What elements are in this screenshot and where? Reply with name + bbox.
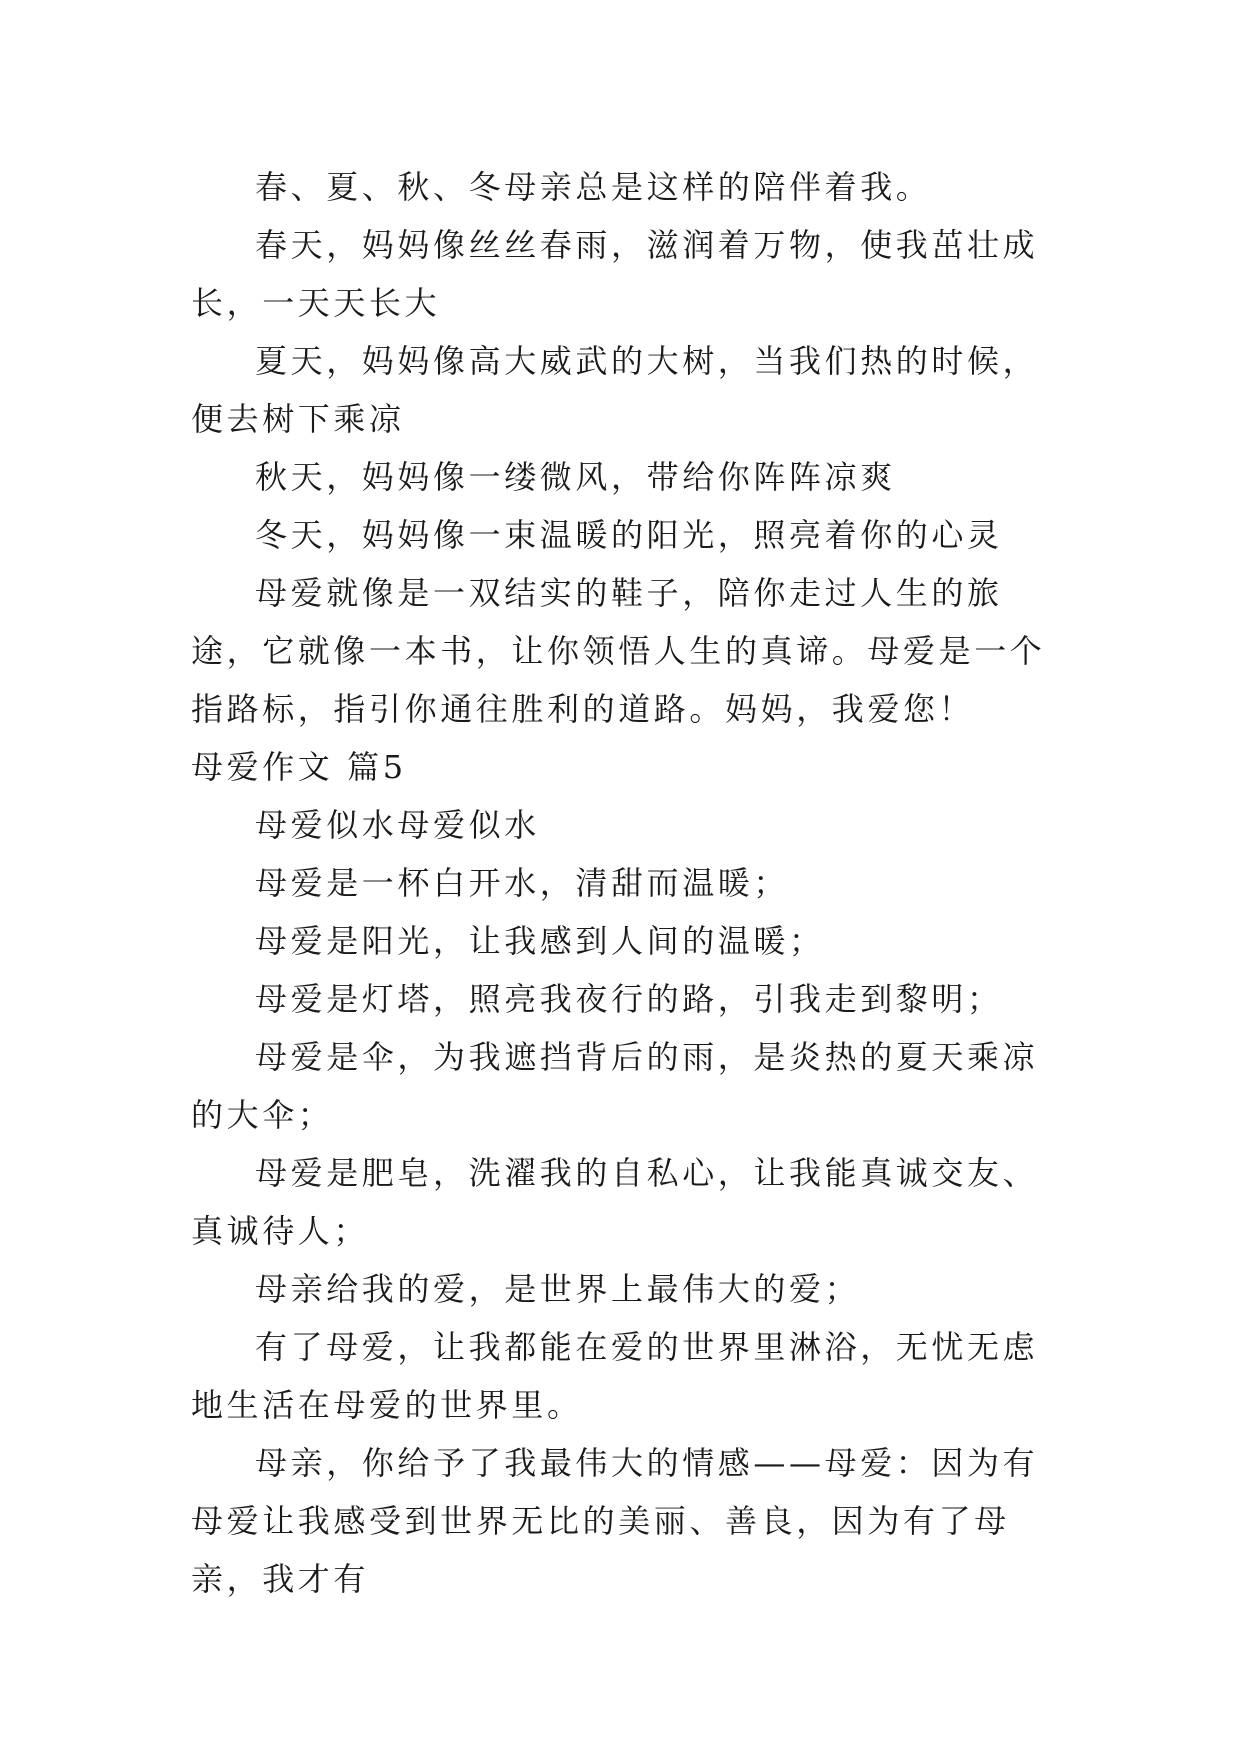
essay-body: [191, 158, 1051, 1608]
paragraph: 秋天，妈妈像一缕微风，带给你阵阵凉爽: [255, 458, 896, 496]
paragraph: 母亲给我的爱，是世界上最伟大的爱；: [255, 1270, 861, 1308]
paragraph: 有了母爱，让我都能在爱的世界里淋浴，无忧无虑地生活在母爱的世界里。: [191, 1328, 1039, 1424]
paragraph: 母爱是一杯白开水，清甜而温暖；: [255, 864, 790, 902]
paragraph: 母爱是灯塔，照亮我夜行的路，引我走到黎明；: [255, 980, 1003, 1018]
paragraph: 母爱是阳光，让我感到人间的温暖；: [255, 922, 825, 960]
paragraph: 母亲，你给予了我最伟大的情感——母爱：因为有母爱让我感受到世界无比的美丽、善良，因为有了母亲，我才有: [191, 1444, 1039, 1598]
paragraph: 母爱是肥皂，洗濯我的自私心，让我能真诚交友、真诚待人；: [191, 1154, 1039, 1250]
paragraph: 母爱就像是一双结实的鞋子，陪你走过人生的旅途，它就像一本书，让你领悟人生的真谛。母爱是一个指路标，指引你通往胜利的道路。妈妈，我爱您！: [191, 574, 1046, 728]
paragraph: 冬天，妈妈像一束温暖的阳光，照亮着你的心灵: [255, 516, 1003, 554]
paragraph: 母爱是伞，为我遮挡背后的雨，是炎热的夏天乘凉的大伞；: [191, 1038, 1039, 1134]
paragraph: 夏天，妈妈像高大威武的大树，当我们热的时候，便去树下乘凉: [191, 342, 1039, 438]
paragraph: 母爱似水母爱似水: [255, 806, 540, 844]
section-heading: 母爱作文 篇5: [191, 748, 407, 786]
paragraph: 春、夏、秋、冬母亲总是这样的陪伴着我。: [255, 168, 932, 206]
paragraph: 春天，妈妈像丝丝春雨，滋润着万物，使我茁壮成长，一天天长大: [191, 226, 1039, 322]
